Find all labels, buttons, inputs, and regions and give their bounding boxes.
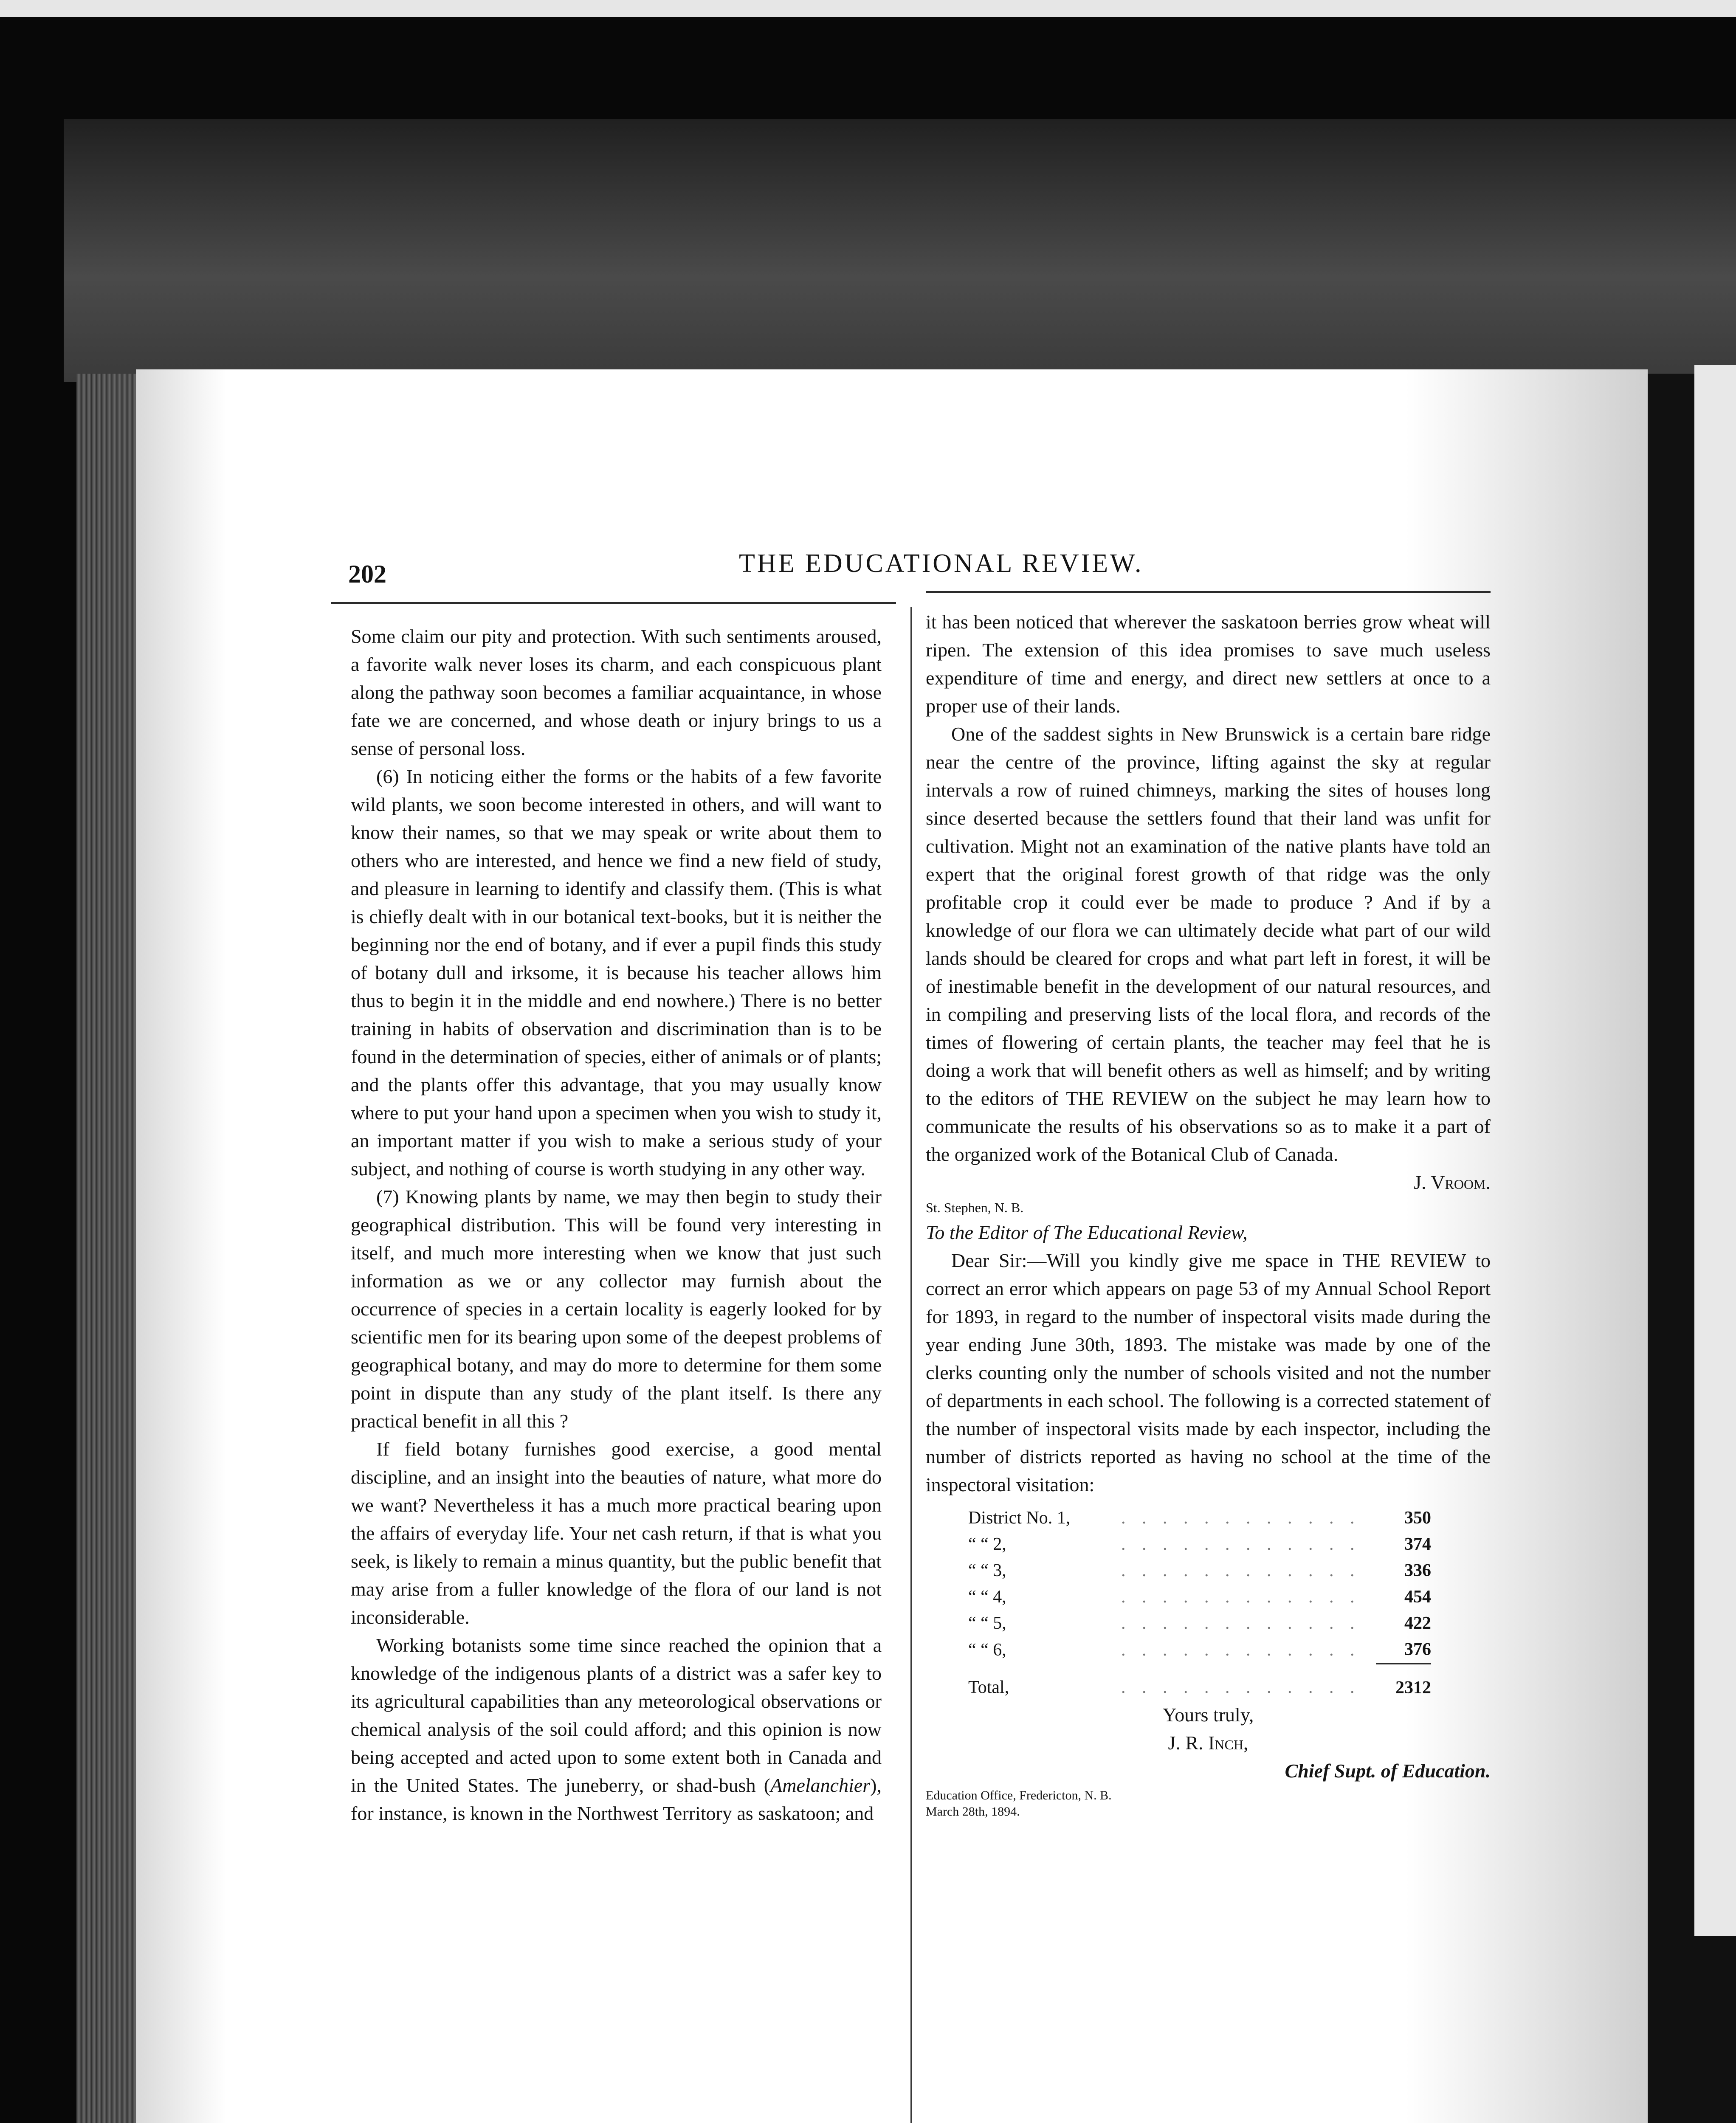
column-divider — [910, 607, 912, 2123]
visit-count: 374 — [1404, 1535, 1431, 1554]
office-line: Education Office, Fredericton, N. B. — [926, 1788, 1112, 1802]
district-label: “ “ 3, — [968, 1561, 1006, 1580]
table-total-row — [968, 1664, 1431, 1701]
paragraph: If field botany furnishes good exercise, a good mental discipline, and an insight into the beauties of nature, what more do we want? Nevertheless it has a much more practical bearing upon the affairs of everyday life. Your net cash return, if that is what you seek, is likely to remain a minus quantity, but the public benefit that may arise from a fuller knowledge of the flora of our land is not inconsiderable. — [351, 1438, 882, 1628]
visit-count: 376 — [1404, 1640, 1431, 1659]
table-row — [968, 1610, 1431, 1636]
scan-background-top — [64, 119, 1736, 382]
leader-dots: . . . . . . . . . . . . — [1121, 1561, 1361, 1580]
letter-signer: J. R. Inch, — [1168, 1732, 1248, 1754]
paragraph-text: ), for instance, is known in the Northwest Territory as saskatoon; and — [351, 1774, 882, 1824]
visit-count: 350 — [1404, 1508, 1431, 1528]
paragraph: (7) Knowing plants by name, we may then begin to study their geographical distribution. This will be found very interesting in itself, and much more interesting when we know that just such information as we or any collector may furnish about the occurrence of species in a certain locality is eagerly looked for by scientific men for its bearing upon some of the deepest problems of geographical botany, and may do more to determine for them some point in dispute than any study of the plant itself. Is there any practical benefit in all this ? — [351, 1186, 882, 1432]
total-value: 2312 — [1376, 1664, 1431, 1701]
table-row — [968, 1531, 1431, 1557]
leader-dots: . . . . . . . . . . . . — [1121, 1613, 1361, 1633]
paragraph: One of the saddest sights in New Brunswick is a certain bare ridge near the centre of the province, lifting against the sky at regular intervals a row of ruined chimneys, marking the sites of houses long since deserted because the settlers found that their land was unfit for cultivation. Might not an examination of the native plants have told an expert that the original forest growth of that ridge was the only profitable crop it could ever be made to produce ? And if by a knowledge of our flora we can ultimately decide what part of our wild lands should be cleared for crops and what part left in forest, it will be of inestimable benefit in the development of our natural resources, and in compiling and preserving lists of the local flora, and records of the times of flowering of certain plants, the teacher may feel that he is doing a work that will benefit others as well as himself; and by writing to the editors of THE REVIEW on the subject he may learn how to communicate the results of his observations so as to make it a part of the organized work of the Botanical Club of Canada. — [926, 723, 1491, 1165]
district-label: “ “ 4, — [968, 1587, 1006, 1607]
table-row — [968, 1505, 1431, 1531]
header-rule-left — [331, 602, 896, 604]
table-row — [968, 1584, 1431, 1610]
letter-body: Dear Sir:—Will you kindly give me space in THE REVIEW to correct an error which appears on page 53 of my Annual School Report for 1893, in regard to the number of inspectoral visits made during the year ending June 30th, 1893. The mistake was made by one of the clerks counting only the number of schools visited and not the number of departments in each school. The following is a corrected statement of the number of inspectoral visits made by each inspector, including the number of districts reported as having no school at the time of the inspectoral visitation: — [926, 1250, 1491, 1495]
right-column — [926, 608, 1491, 1820]
leader-dots: . . . . . . . . . . . . — [1121, 1640, 1361, 1660]
district-label: “ “ 6, — [968, 1640, 1006, 1660]
visit-count: 422 — [1404, 1613, 1431, 1633]
table-row — [968, 1557, 1431, 1584]
inspectoral-visits-table — [968, 1505, 1431, 1701]
paragraph-text: Working botanists some time since reached the opinion that a knowledge of the indigenous plants of a district was a safer key to its agricultural capabilities than any meteorological observations or chemical analysis of the soil could afford; and this opinion is now being accepted and acted upon to some extent both in Canada and in the United States. The juneberry, or shad-bush ( — [351, 1634, 882, 1796]
district-label: “ “ 5, — [968, 1613, 1006, 1633]
page-number: 202 — [348, 560, 386, 588]
genus-name: Amelanchier — [770, 1774, 871, 1796]
total-label: Total, — [968, 1678, 1009, 1697]
district-label: District No. 1, — [968, 1508, 1071, 1528]
paragraph — [351, 1631, 882, 1827]
leader-dots: . . . . . . . . . . . . — [1121, 1508, 1361, 1528]
signer-title: Chief Supt. of Education. — [1285, 1760, 1491, 1782]
table-row — [968, 1636, 1431, 1664]
paragraph: Some claim our pity and protection. With such sentiments aroused, a favorite walk never loses its charm, and each conspicuous plant along the pathway soon becomes a familiar acquaintance, in whose fate we are concerned, and whose death or injury brings to us a sense of personal loss. — [351, 625, 882, 759]
article-signature: J. Vroom. — [1414, 1171, 1491, 1193]
scan-top-margin — [0, 0, 1736, 17]
letter-salutation-heading: To the Editor of The Educational Review, — [926, 1222, 1248, 1243]
header-rule-right — [926, 591, 1491, 593]
letter-closing: Yours truly, — [1162, 1704, 1254, 1726]
leader-dots: . . . . . . . . . . . . — [1121, 1535, 1361, 1554]
signature-place: St. Stephen, N. B. — [926, 1200, 1024, 1215]
date-line: March 28th, 1894. — [926, 1805, 1020, 1819]
facing-page-edge — [1694, 365, 1736, 1936]
running-title: THE EDUCATIONAL REVIEW. — [739, 549, 1144, 578]
paragraph: (6) In noticing either the forms or the habits of a few favorite wild plants, we soon become interested in others, and will want to know their names, so that we may speak or write about them to others who are interested, and hence we find a new field of study, and pleasure in learning to identify and classify them. (This is what is chiefly dealt with in our botanical text-books, but it is neither the beginning nor the end of botany, and if ever a pupil finds this study of botany dull and irksome, it is because his teacher allows him thus to begin it in the middle and end nowhere.) There is no better training in habits of observation and discrimination than is to be found in the determination of species, either of animals or of plants; and the plants offer this advantage, that you may usually know where to put your hand upon a specimen when you wish to study it, an important matter if you wish to make a serious study of your subject, and nothing of course is worth studying in any other way. — [351, 766, 882, 1180]
leader-dots: . . . . . . . . . . . . — [1121, 1587, 1361, 1607]
paragraph: it has been noticed that wherever the saskatoon berries grow wheat will ripen. The extension of this idea promises to save much useless expenditure of time and energy, and direct new settlers at once to a proper use of their lands. — [926, 611, 1491, 717]
office-dateline — [926, 1788, 1491, 1820]
left-column — [351, 622, 882, 1827]
visit-count: 454 — [1404, 1587, 1431, 1607]
visit-count: 336 — [1404, 1561, 1431, 1580]
district-label: “ “ 2, — [968, 1535, 1006, 1554]
leader-dots: . . . . . . . . . . . . — [1121, 1678, 1361, 1697]
